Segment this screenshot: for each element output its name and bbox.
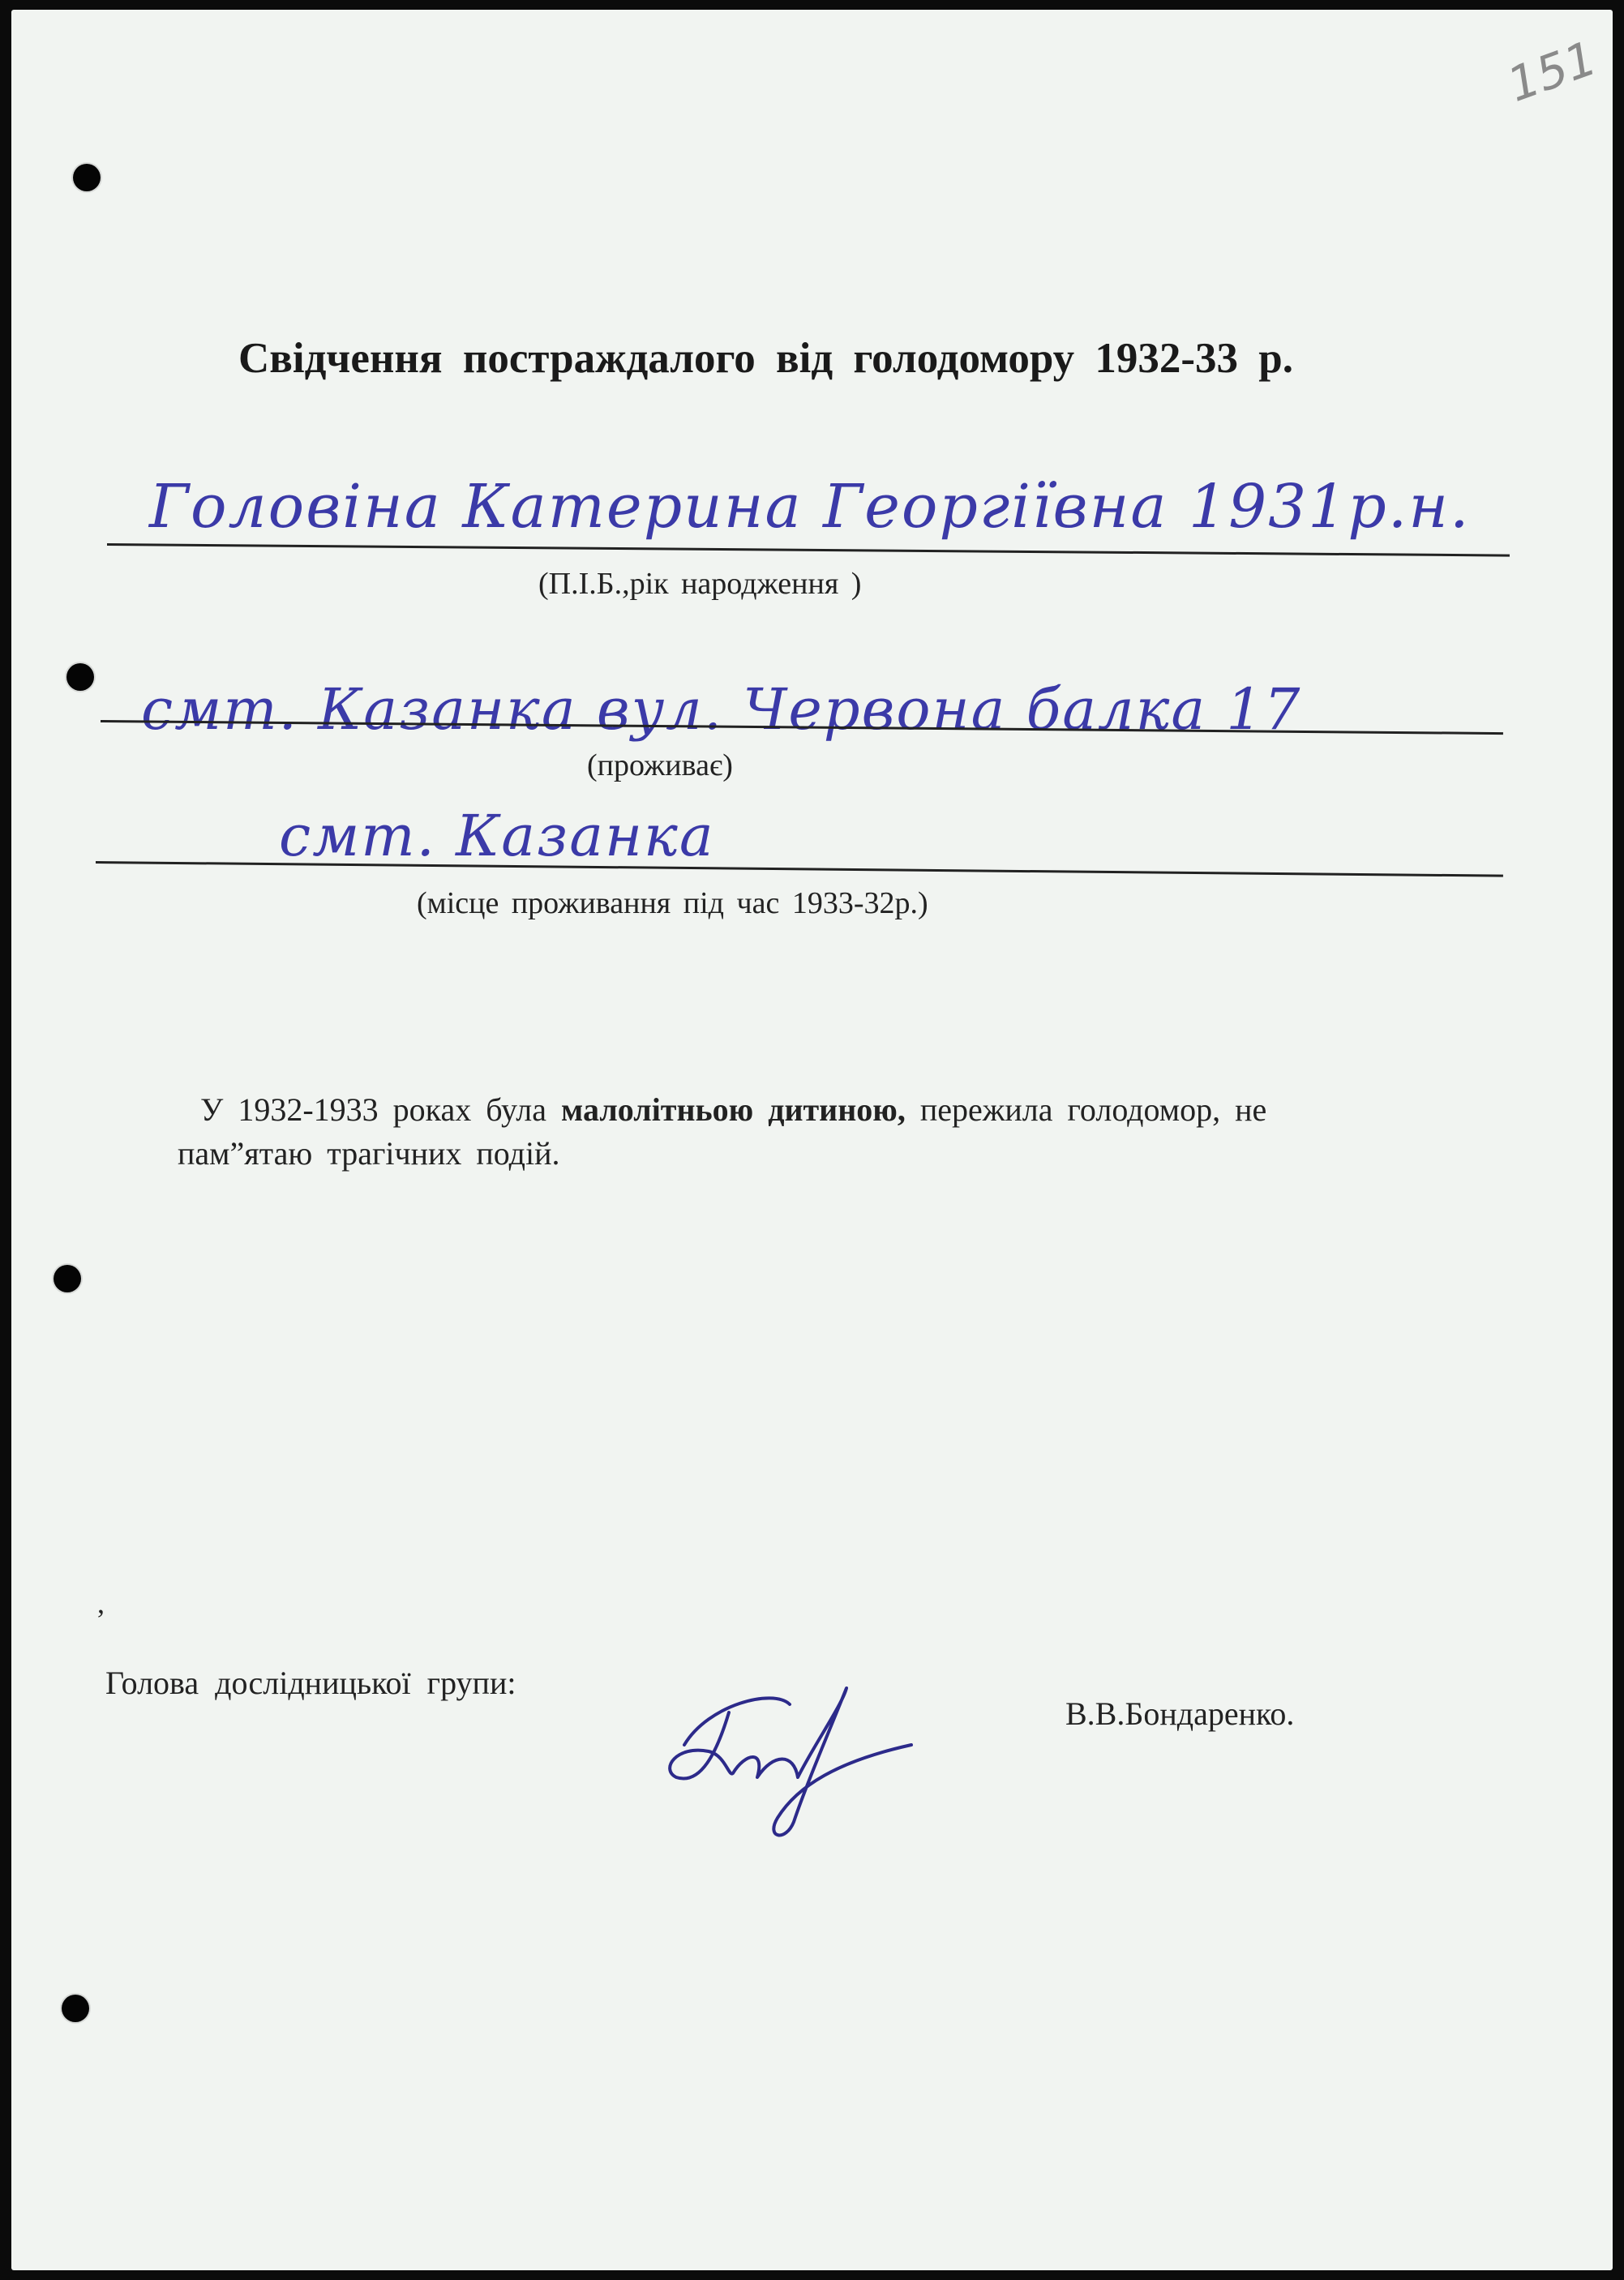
field-underline — [107, 543, 1510, 557]
document-page — [11, 10, 1613, 2270]
handwritten-name: Головіна Катерина Георгіївна 1931р.н. — [149, 472, 1471, 542]
famine-residence-caption: (місце проживання під час 1933-32р.) — [417, 886, 928, 920]
punch-hole — [73, 164, 101, 191]
handwritten-signature — [652, 1656, 928, 1850]
testimony-text — [178, 1088, 1394, 1176]
punch-hole — [66, 663, 94, 691]
name-caption: (П.І.Б.,рік народження ) — [538, 567, 862, 601]
signatory-name: В.В.Бондаренко. — [1065, 1695, 1295, 1732]
handwritten-residence: смт. Казанка вул. Червона балка 17 — [141, 676, 1302, 743]
testimony-text-part1: У 1932-1933 роках була — [200, 1091, 562, 1128]
residence-caption: (проживає) — [587, 748, 733, 782]
document-title: Свідчення постраждалого від голодомору 1932-33 р. — [238, 335, 1294, 382]
testimony-text-part2: пережила голодомор, не пам”ятаю трагічних подій. — [178, 1091, 1267, 1172]
punch-hole — [54, 1265, 81, 1292]
signature-label: Голова дослідницької групи: — [105, 1665, 516, 1701]
handwritten-famine-residence: смт. Казанка — [279, 803, 715, 869]
stray-mark: , — [97, 1587, 105, 1619]
testimony-text-bold: малолітньою дитиною, — [561, 1091, 906, 1128]
punch-hole — [62, 1995, 89, 2022]
page-number: 151 — [1500, 30, 1605, 113]
